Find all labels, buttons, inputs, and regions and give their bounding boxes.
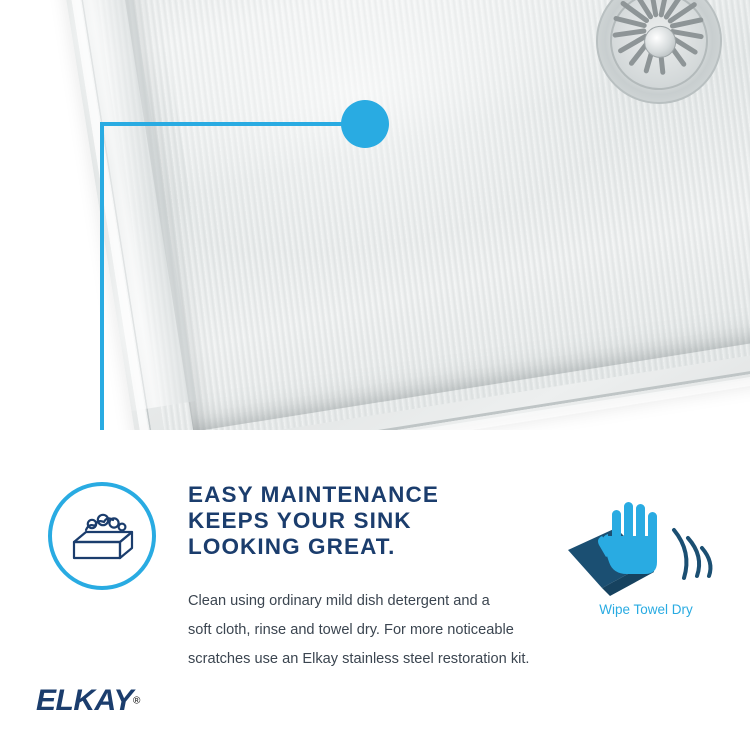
headline-line-2: KEEPS YOUR SINK xyxy=(188,508,412,533)
body-line-3: scratches use an Elkay stainless steel restoration kit. xyxy=(188,651,530,667)
body-line-2: soft cloth, rinse and towel dry. For more noticeable xyxy=(188,622,514,638)
callout-dot xyxy=(341,100,389,148)
elkay-logo xyxy=(36,684,140,718)
callout-line-vertical xyxy=(100,122,104,482)
callout-line-horizontal xyxy=(100,122,344,126)
headline-line-1: EASY MAINTENANCE xyxy=(188,482,439,507)
body-line-1: Clean using ordinary mild dish detergent and a xyxy=(188,593,490,609)
logo-wordmark: ELKAY xyxy=(36,684,133,717)
registered-mark: ® xyxy=(132,695,141,707)
wipe-caption: Wipe Towel Dry xyxy=(599,602,693,617)
body-text xyxy=(188,587,568,674)
hand-with-towel-icon xyxy=(558,492,728,612)
headline xyxy=(188,482,518,560)
sponge-icon xyxy=(48,482,156,590)
headline-line-3: LOOKING GREAT. xyxy=(188,534,396,559)
